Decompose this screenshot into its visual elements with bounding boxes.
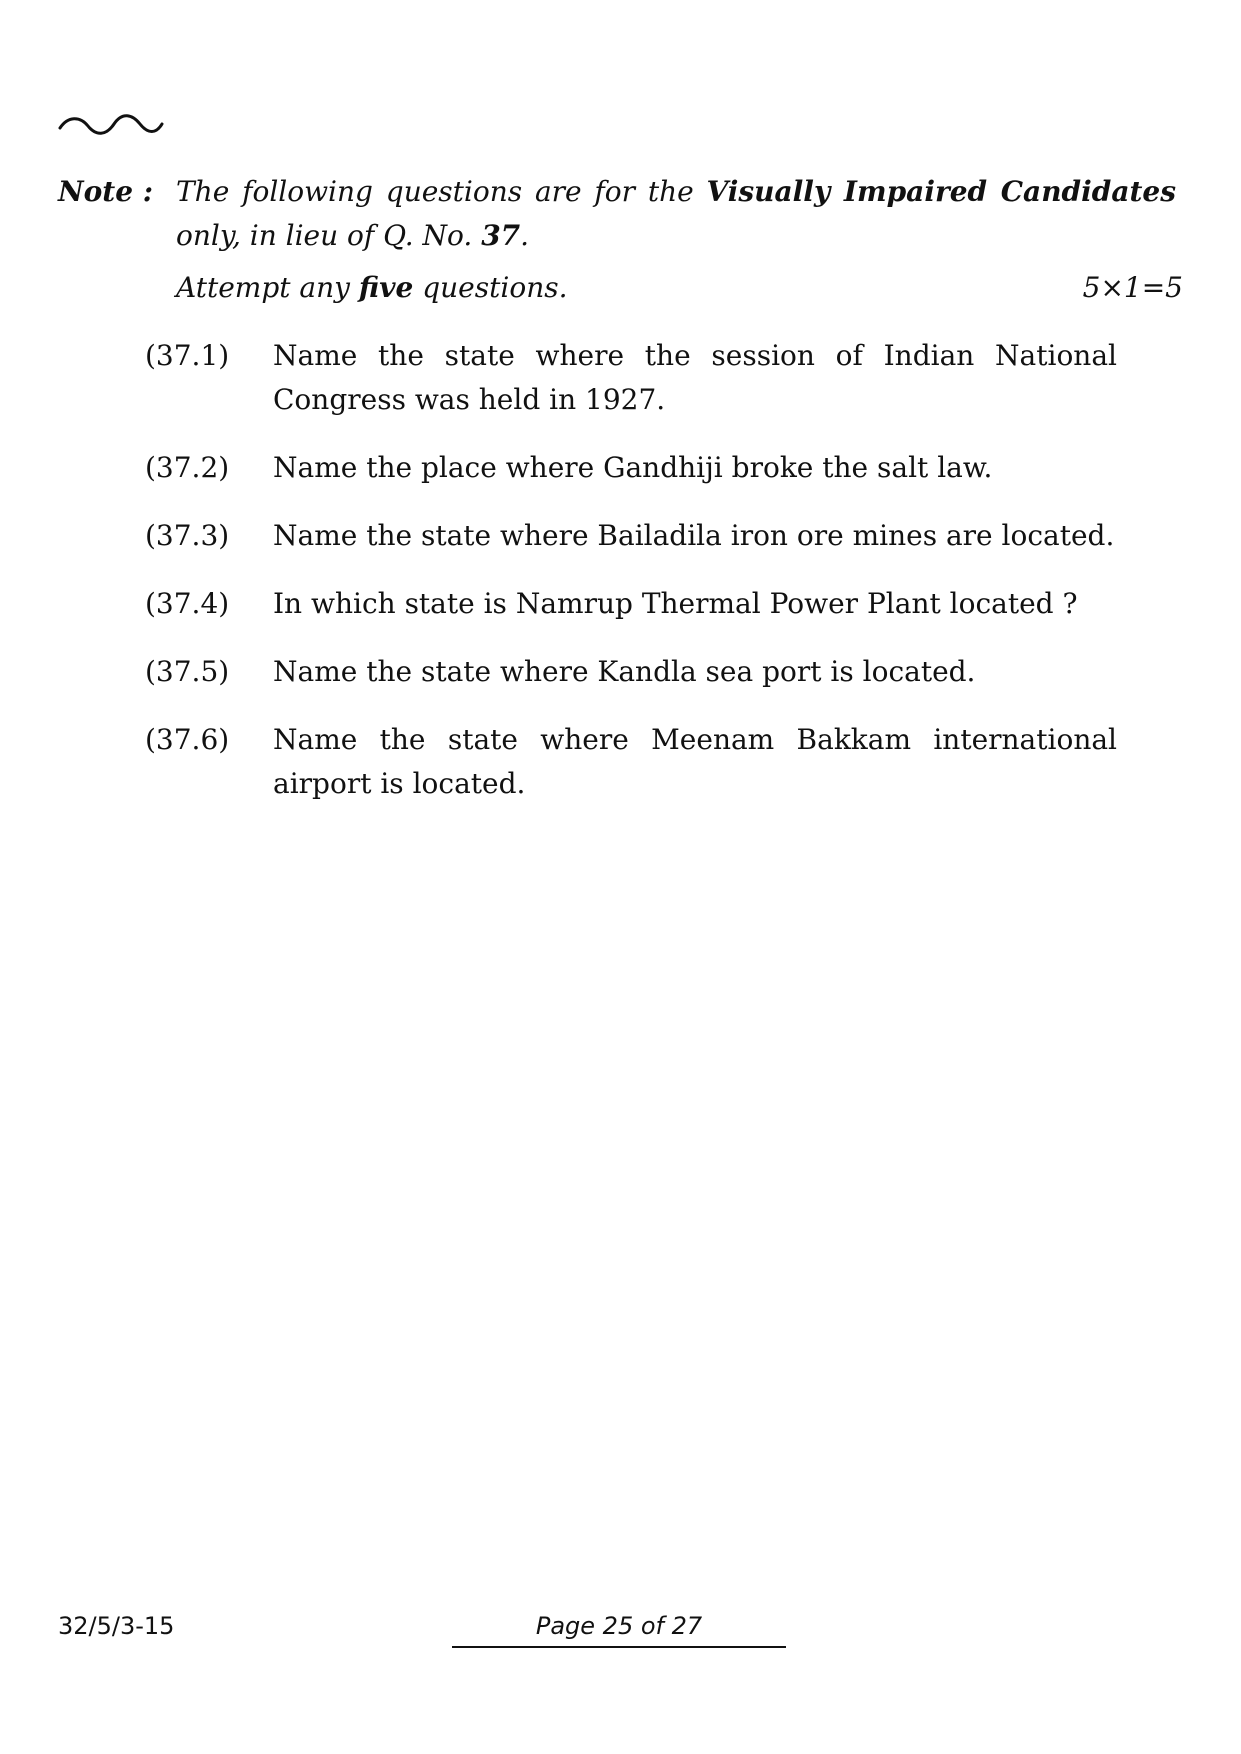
note-text <box>176 170 1176 258</box>
question-item <box>145 718 1145 806</box>
note-question-number: 37 <box>481 219 521 252</box>
page-number: Page 25 of 27 <box>452 1610 786 1648</box>
question-number: (37.5) <box>145 655 230 688</box>
question-text: In which state is Namrup Thermal Power Plant located ? <box>273 587 1078 620</box>
question-number: (37.3) <box>145 519 230 552</box>
note-text-part: . <box>520 219 530 252</box>
question-text: Name the state where the session of Indian National Congress was held in 1927. <box>273 339 1117 416</box>
question-number: (37.2) <box>145 451 230 484</box>
question-item <box>145 334 1145 422</box>
note-text-part: only, in lieu of Q. No. <box>176 219 482 252</box>
note-emphasis: Visually Impaired Candidates <box>706 175 1176 208</box>
question-list <box>145 334 1145 830</box>
question-item <box>145 514 1145 558</box>
question-text: Name the place where Gandhiji broke the salt law. <box>273 451 993 484</box>
question-text: Name the state where Kandla sea port is located. <box>273 655 976 688</box>
attempt-text-part: questions. <box>413 271 568 304</box>
marks-allocation: 5×1=5 <box>1082 271 1183 304</box>
paper-code: 32/5/3-15 <box>58 1612 175 1640</box>
note-text-part: The following questions are for the <box>176 175 707 208</box>
attempt-text-part: Attempt any <box>176 271 359 304</box>
question-item <box>145 650 1145 694</box>
question-item <box>145 446 1145 490</box>
wave-icon <box>58 112 164 138</box>
question-item <box>145 582 1145 626</box>
question-number: (37.4) <box>145 587 230 620</box>
question-text: Name the state where Bailadila iron ore mines are located. <box>273 519 1115 552</box>
attempt-instruction <box>176 266 1183 310</box>
question-text: Name the state where Meenam Bakkam international airport is located. <box>273 723 1117 800</box>
note-label: Note : <box>58 175 154 208</box>
attempt-emphasis: five <box>358 271 414 304</box>
question-number: (37.6) <box>145 723 230 756</box>
question-number: (37.1) <box>145 339 230 372</box>
